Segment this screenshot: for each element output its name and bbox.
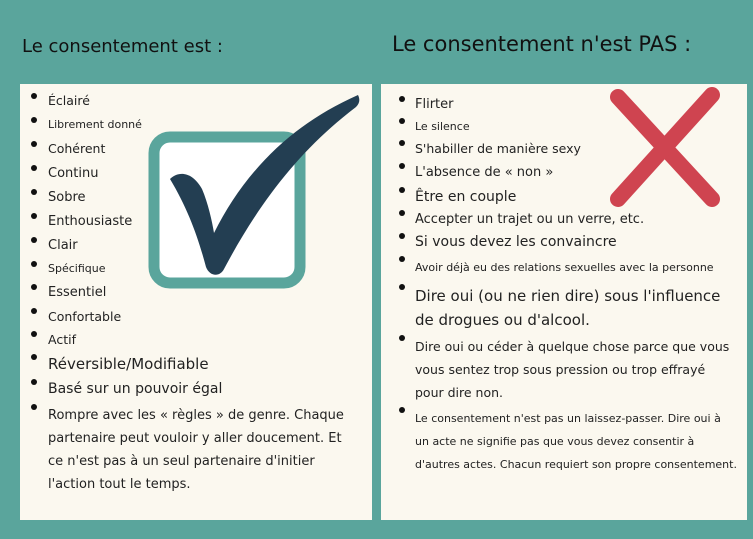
list-item: Le consentement n'est pas un laissez-passer. Dire oui à un acte ne signifie pas que vous devez consentir à d'autres actes. Chacun requiert son propre consentement. <box>381 407 737 476</box>
list-item: Rompre avec les « règles » de genre. Chaque partenaire peut vouloir y aller doucement. Et ce n'est pas à un seul partenaire d'initier l'action tout le temps. <box>20 404 350 496</box>
right-heading: Le consentement n'est PAS : <box>392 32 692 56</box>
list-item: Dire oui ou céder à quelque chose parce que vous vous sentez trop sous pression ou trop effrayé pour dire non. <box>381 335 737 404</box>
list-item: Être en couple <box>381 187 737 207</box>
list-item: L'absence de « non » <box>381 163 737 182</box>
list-item: Avoir déjà eu des relations sexuelles avec la personne <box>381 256 737 280</box>
list-item: Dire oui (ou ne rien dire) sous l'influence de drogues ou d'alcool. <box>381 284 737 332</box>
checkbox-check-icon <box>148 91 362 291</box>
list-item: Clair <box>20 237 350 255</box>
list-item: Sobre <box>20 189 350 207</box>
list-item: Flirter <box>381 96 737 114</box>
list-item: Le silence <box>381 118 737 136</box>
list-item: Continu <box>20 165 350 183</box>
list-item: Actif <box>20 331 350 348</box>
list-item: Si vous devez les convaincre <box>381 233 737 252</box>
list-item: Accepter un trajet ou un verre, etc. <box>381 210 737 229</box>
list-item: Confortable <box>20 308 350 325</box>
list-item: Enthousiaste <box>20 213 350 231</box>
list-item: Librement donné <box>20 117 350 133</box>
red-x-icon <box>602 83 730 211</box>
list-item: Cohérent <box>20 141 350 157</box>
list-item: Éclairé <box>20 93 350 109</box>
list-item: Essentiel <box>20 284 350 302</box>
list-item: Spécifique <box>20 261 350 277</box>
list-item: Réversible/Modifiable <box>20 354 350 374</box>
list-item: Basé sur un pouvoir égal <box>20 379 350 399</box>
list-item: S'habiller de manière sexy <box>381 140 737 158</box>
left-heading: Le consentement est : <box>22 36 223 57</box>
